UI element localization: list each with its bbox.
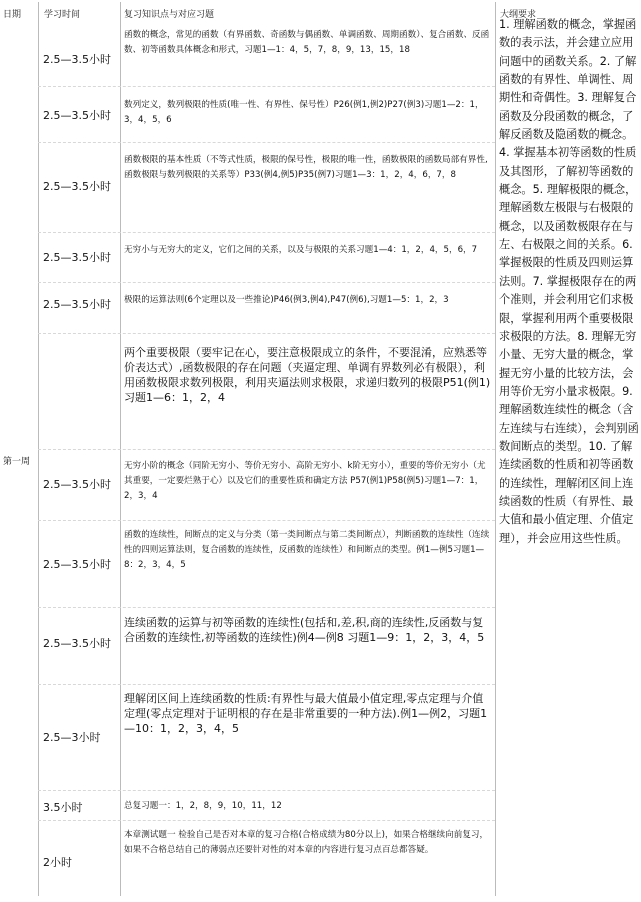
row-content: 函数的概念，常见的函数（有界函数、奇函数与偶函数、单调函数、周期函数）、复合函数、反函数、初等函数具体概念和形式，习题1—1：4，5，7，8，9，13，15，18 — [124, 30, 490, 55]
row-time: 2.5—3.5小时 — [43, 53, 111, 66]
row-content: 无穷小与无穷大的定义，它们之间的关系，以及与极限的关系习题1—4：1，2，4，5，6，7 — [124, 245, 478, 255]
header-study-time: 学习时间 — [44, 10, 81, 20]
row-content: 极限的运算法则(6个定理以及一些推论)P46(例3,例4),P47(例6),习题1—5：1，2，3 — [124, 295, 449, 305]
row-time: 2.5—3小时 — [43, 731, 101, 744]
syllabus-requirements: 1. 理解函数的概念，掌握函数的表示法，并会建立应用问题中的函数关系。2. 了解函数的有界性、单调性、周期性和奇偶性。3. 理解复合函数及分段函数的概念，了解反函数及隐函数的概念。4. 掌握基本初等函数的性质及其图形，了解初等函数的概念。5. 理解极限的概念，理解函数左极限与右极限的概念，以及函数极限存在与左、右极限之间的关系。6. 掌握极限的性质及四则运算法则。7. 掌握极限存在的两个准则，并会利用它们求极限，掌握利用两个重要极限求极限的方法。8. 理解无穷小量、无穷大量的概念，掌握无穷小量的比较方法，会用等价无穷小量求极限。9. 理解函数连续性的概念（含左连续与右连续），会判别函数间断点的类型。10. 了解连续函数的性质和初等函数的连续性，理解闭区间上连续函数的性质（有界性、最大值和最小值定理、介值定理），并会应用这些性质。 — [499, 18, 639, 545]
header-date: 日期 — [3, 10, 22, 20]
row-time: 2小时 — [43, 856, 72, 869]
row-divider — [38, 520, 495, 521]
row-content: 连续函数的运算与初等函数的连续性(包括和,差,积,商的连续性,反函数与复合函数的连续性,初等函数的连续性)例4—例8 习题1—9：1，2，3，4，5 — [124, 616, 485, 644]
row-content: 总复习题一：1，2，8，9，10，11，12 — [124, 801, 282, 811]
row-time: 2.5—3.5小时 — [43, 478, 111, 491]
row-time: 2.5—3.5小时 — [43, 251, 111, 264]
row-divider — [38, 449, 495, 450]
row-time: 2.5—3.5小时 — [43, 637, 111, 650]
header-topics: 复习知识点与对应习题 — [124, 10, 215, 20]
row-time: 2.5—3.5小时 — [43, 109, 111, 122]
row-content: 函数的连续性，间断点的定义与分类（第一类间断点与第二类间断点），判断函数的连续性（连续性的四则运算法则，复合函数的连续性，反函数的连续性）和间断点的类型。例1—例5习题1—8：2，3，4，5 — [124, 530, 490, 570]
row-divider — [38, 282, 495, 283]
row-divider — [38, 607, 495, 608]
row-divider — [38, 333, 495, 334]
header-requirements: 大纲要求 — [500, 10, 537, 20]
row-divider — [38, 790, 495, 791]
row-content: 数列定义，数列极限的性质(唯一性、有界性、保号性）P26(例1,例2)P27(例3)习题1—2：1，3，4，5，6 — [124, 100, 484, 125]
row-content: 无穷小阶的概念（同阶无穷小、等价无穷小、高阶无穷小、k阶无穷小），重要的等价无穷小（尤其重要，一定要烂熟于心）以及它们的重要性质和确定方法 P57(例1)P58(例5)习题1—7：1，2，3，4 — [124, 461, 486, 501]
row-content: 理解闭区间上连续函数的性质:有界性与最大值最小值定理,零点定理与介值定理(零点定理对于证明根的存在是非常重要的一种方法).例1—例2，习题1—10：1，2，3，4，5 — [124, 692, 488, 735]
row-time: 2.5—3.5小时 — [43, 558, 111, 571]
row-divider — [38, 232, 495, 233]
row-time: 2.5—3.5小时 — [43, 298, 111, 311]
row-divider — [38, 684, 495, 685]
week-label: 第一周 — [3, 457, 31, 467]
row-divider — [38, 142, 495, 143]
row-content: 本章测试题一 检验自己是否对本章的复习合格(合格成绩为80分以上)，如果合格继续向前复习，如果不合格总结自己的薄弱点还要针对性的对本章的内容进行复习点百总都答疑。 — [124, 830, 489, 855]
row-time: 2.5—3.5小时 — [43, 180, 111, 193]
row-time: 3.5小时 — [43, 801, 83, 814]
column-divider — [495, 2, 496, 896]
row-content: 函数极限的基本性质（不等式性质，极限的保号性，极限的唯一性，函数极限的函数局部有界性,函数极限与数列极限的关系等）P33(例4,例5)P35(例7)习题1—3：1，2，4，6，7，8 — [124, 155, 488, 180]
row-divider — [38, 86, 495, 87]
row-content: 两个重要极限（要牢记在心，要注意极限成立的条件，不要混淆，应熟悉等价表达式）,函数极限的存在问题（夹逼定理、单调有界数列必有极限），利用函数极限求数列极限，利用夹逼法则求极限，求递归数列的极限P51(例1)习题1—6：1，2，4 — [124, 346, 491, 404]
row-divider — [38, 820, 495, 821]
